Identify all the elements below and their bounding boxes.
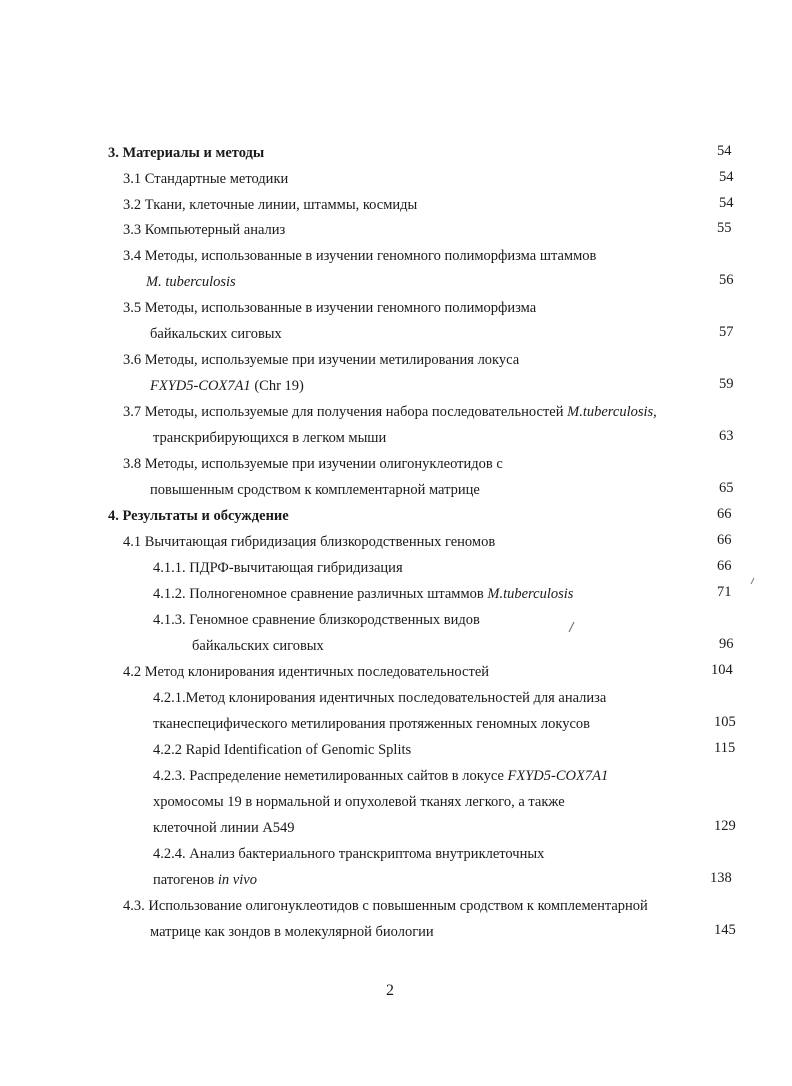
toc-entry-page: 54 <box>717 143 732 159</box>
toc-entry-label: 3.7 Методы, используемые для получения набора последовательностей M.tuberculosis, <box>123 404 657 420</box>
toc-entry-page: 63 <box>719 428 734 444</box>
toc-entry-label: 4.2.2 Rapid Identification of Genomic Splits <box>153 742 412 758</box>
toc-entry-page: 59 <box>719 376 734 392</box>
toc-entry-page: 115 <box>714 740 736 756</box>
toc-entry-label: тканеспецифического метилирования протяженных геномных локусов <box>153 716 590 732</box>
toc-entry-label: 3.4 Методы, использованные в изучении геномного полиморфизма штаммов <box>123 248 597 264</box>
toc-entry-label: FXYD5-COX7A1 (Chr 19) <box>150 378 304 394</box>
toc-entry-page: 54 <box>719 195 734 211</box>
toc-entry-page: 104 <box>711 662 733 678</box>
toc-entry-label: 4.1 Вычитающая гибридизация близкородственных геномов <box>123 534 496 550</box>
toc-entry-page: 66 <box>717 558 732 574</box>
toc-entry-page: 66 <box>717 506 732 522</box>
toc-entry-label: 4.1.3. Геномное сравнение близкородственных видов <box>153 612 480 628</box>
toc-entry-label: 4.2 Метод клонирования идентичных последовательностей <box>123 664 490 680</box>
toc-entry-label: 4.2.1.Метод клонирования идентичных последовательностей для анализа <box>153 690 607 706</box>
toc-entry-page: 96 <box>719 636 734 652</box>
toc-entry-label: 3.5 Методы, использованные в изучении геномного полиморфизма <box>123 300 537 316</box>
toc-entry-page: 56 <box>719 272 734 288</box>
page-number: 2 <box>386 982 394 999</box>
toc-entry-label: 3. Материалы и методы <box>108 145 265 161</box>
toc-entry-label: 4.1.1. ПДРФ-вычитающая гибридизация <box>153 560 403 576</box>
toc-entry-label: матрице как зондов в молекулярной биологии <box>150 924 434 940</box>
toc-entry-label: 4. Результаты и обсуждение <box>108 508 289 524</box>
toc-entry-label: 3.1 Стандартные методики <box>123 171 289 187</box>
toc-entry-page: 57 <box>719 324 734 340</box>
toc-entry-label: патогенов in vivo <box>153 872 257 888</box>
toc-entry-page: 105 <box>714 714 736 730</box>
toc-entry-page: 55 <box>717 220 732 236</box>
toc-entry-label: 4.1.2. Полногеномное сравнение различных штаммов M.tuberculosis <box>153 586 574 602</box>
toc-entry-page: 65 <box>719 480 734 496</box>
toc-entry-page: 145 <box>714 922 736 938</box>
toc-entry-page: 71 <box>717 584 732 600</box>
toc-entry-label: транскрибирующихся в легком мыши <box>153 430 387 446</box>
toc-entry-page: 138 <box>710 870 732 886</box>
toc-entry-page: 129 <box>714 818 736 834</box>
toc-entry-label: хромосомы 19 в нормальной и опухолевой тканях легкого, а также <box>153 794 565 810</box>
toc-entry-label: 3.6 Методы, используемые при изучении метилирования локуса <box>123 352 520 368</box>
toc-entry-label: байкальских сиговых <box>192 638 324 654</box>
toc-entry-label: 3.3 Компьютерный анализ <box>123 222 286 238</box>
toc-entry-label: 4.2.4. Анализ бактериального транскриптома внутриклеточных <box>153 846 545 862</box>
scan-mark <box>748 576 756 586</box>
toc-entry-page: 54 <box>719 169 734 185</box>
toc-entry-label: 3.2 Ткани, клеточные линии, штаммы, космиды <box>123 197 418 213</box>
toc-entry-label: клеточной линии А549 <box>153 820 295 836</box>
toc-entry-page: 66 <box>717 532 732 548</box>
toc-entry-label: байкальских сиговых <box>150 326 282 342</box>
scan-mark <box>566 620 576 634</box>
toc-entry-label: 4.3. Использование олигонуклеотидов с повышенным сродством к комплементарной <box>123 898 648 914</box>
toc-entry-label: повышенным сродством к комплементарной матрице <box>150 482 480 498</box>
toc-entry-label: 3.8 Методы, используемые при изучении олигонуклеотидов с <box>123 456 503 472</box>
toc-entry-label: M. tuberculosis <box>146 274 236 290</box>
toc-entry-label: 4.2.3. Распределение неметилированных сайтов в локусе FXYD5-COX7A1 <box>153 768 609 784</box>
